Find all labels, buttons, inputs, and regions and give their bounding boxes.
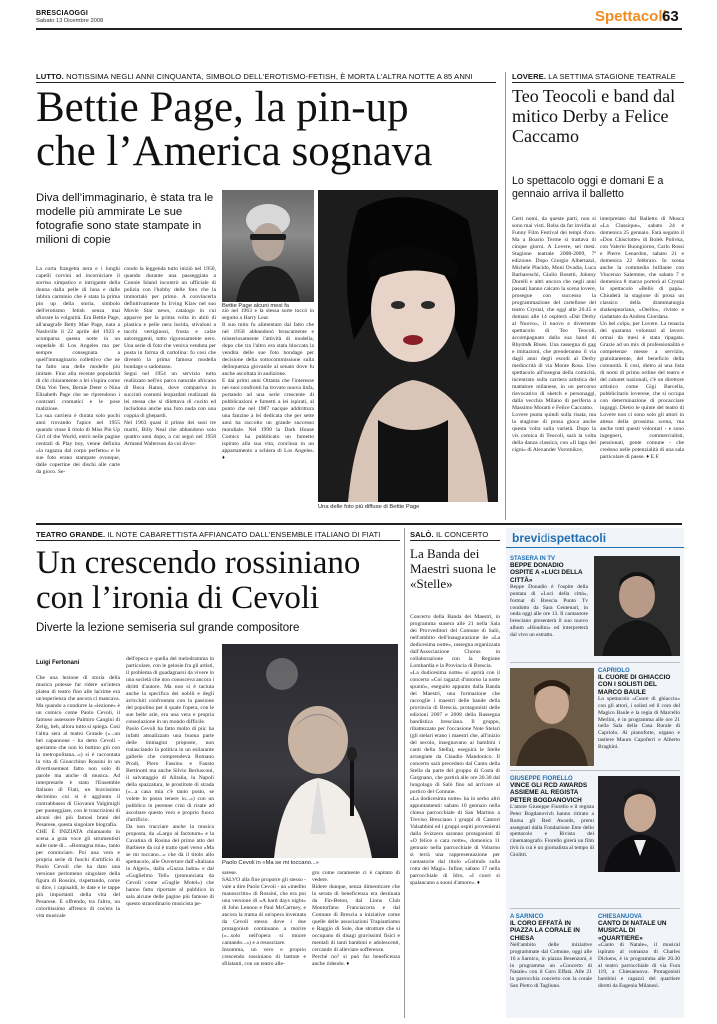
beppe-donadio-photo — [594, 556, 680, 656]
page-number: 63 — [662, 8, 679, 25]
brevi-item: CAPRIOLO IL CUORE DI GHIACCIO CON I SOLISTI DEL MARCO BAULE Lo spettacolo «Cuore di ghiaccio» con gli attori, i solisti ed il coro del Magico Baule e la regia di Marcello Merlini, è in programma alle ore 21 nella Sala della Casa Rurale di Capriolo. Al pianoforte, organo e tastiere Mauro Capoferri e Alberto Braghini. — [598, 668, 680, 750]
article2-kicker: LOVERE. LA SETTIMA STAGIONE TEATRALE — [512, 72, 676, 81]
article1-col3: ziò nel 1963 e la stessa sorte toccò in seguito a Harry Lear. Il suo mito fu alimentato dal fatto che nel 1958 abbandonò bruscamente e misteriosamente l'attività di modella, dopo che tra l'altro era stata bloccata la vendita delle sue foto bondage per decisione della sottocommissione sulla delinquenza giovanile al senato dove fu anche ascoltata in audizione. E dai primi anni Ottanta che l'interesse nei suoi confronti ha trovato nuova linfa, portando ad una serie crescente di pubblicazioni e fumetti a lei ispirati, al punto che nel 1987 nacque addirittura una fanzine a lei dedicata che per sette anni ha raccolto un grande successo mondiale. Nel 1990 la Dark House Comics ha pubblicato un fumetto ispirato alla sua vita, conclusa in un appartamento a schiera di Los Angeles. ♦ — [222, 308, 314, 461]
article3-headline-line2: con l’ironia di Cevoli — [36, 580, 320, 616]
paolo-cevoli-photo — [222, 644, 398, 858]
article3-col3: sarese. SALVO alla fine proporre gli stesso - vale a dire Paolo Cevoli - un «inedito manoscritto» di Rossini, che era poi una versione di «A hard days night» di John Lennon e Paul McCartney, e ancora la trama di un'opera inventata da Cevoli stesso dove i due protagonisti continuano a morire («...solo nell'opera si muore cantando...») e a resuscitare. Insomma, un vero e proprio crescendo rossiniano di battute e sfilatanti, con un teatro alle- — [222, 870, 306, 967]
article4-kicker-rule — [410, 540, 500, 541]
article4-kicker: SALÒ. IL CONCERTO — [410, 530, 489, 539]
article1-headline — [36, 86, 506, 174]
brevi-title: brevidispettacoli — [512, 531, 607, 545]
article3-headline-line1: Un crescendo rossiniano — [36, 545, 361, 581]
column-divider-2 — [404, 528, 405, 1018]
article1-headline-line2: che l’America sognava — [36, 128, 433, 175]
brevi-item: CHIESANUOVA CANTO DI NATALE UN MUSICAL DI «QUARTIERE» «Canto di Natale», il musical ispirato al romanzo di Charles Dickens, è in programma alle 20.30 al teatro parrocchiale di via Fura 119, a Chiesanuova. Protagonisti bambini e ragazzi del quartiere diretti da Eugenia Milanesi. — [598, 914, 680, 989]
brevi-header — [506, 530, 684, 548]
bettie-page-pinup-photo — [318, 190, 498, 502]
article4-col1: Concerto della Banda dei Maestri, in programma stasera alle 21 nella Sala dei Provveditori del Comune di Salò, nell'ambito dell'inaugurazione de «La dodicesima notte», rassegna organizzata dall'Associazione Chorus in collaborazione con la Regione Lombardia e la Provincia di Brescia. «La dodicesima notte» si aprirà con il concerto «Coi ragazzi d'intorno la notte spuntò», eseguito appunto dalla Banda dei Maestri, una formazione che raccoglie i maestri delle bande della provincia di Brescia, protagonisti delle edizioni 2007 e 2008 della Rassegna bandistica bresciana. Il gruppo, ribattezzato per l'occasione Note Stelari (gli stelari erano i maestri che, all'inizio del secolo, insegnavano ai bambini i canti della Stella), eseguirà le Stelle arrangiate da Claudio Mandonico. Il concerto sarà preceduto dal Canto della Stella da parte del gruppo di Costa di Gargnano, che partirà alle ore 20.30 dal lungolago di Salò fino ad arrivare al portico del Comune. «La dodicesima notte» ha in serbo altri appuntamenti: sabato 10 gennaio nella chiesa parrocchiale di San Martino a Treviso Bresciano i gruppi di Cantori Valsabbini ed i gruppi ospiti provenienti dalla Svizzera saranno protagonisti di «O felice o cara notte», domenica 11 gennaio nella parrocchiale di Vobarno si terrà una rappresentazione per cantastorie dal titolo «Gelindo sulla rotta dei Magi». Infine, sabato 17 nella parrocchiale di Idro, «I cuori si spalancano a suoni d'amore». ♦ — [410, 614, 500, 886]
column-divider — [505, 72, 506, 520]
article2-headline: Teo Teocoli e band dal mitico Derby a Felice Caccamo — [512, 86, 676, 146]
bettie-page-recent-photo — [222, 190, 314, 302]
giuseppe-fiorello-photo — [598, 776, 680, 872]
article1-small-photo-caption: Bettie Page alcuni mesi fa — [222, 303, 290, 309]
article3-photo-caption: Paolo Cevoli in «Ma se mi toccano...» — [222, 860, 319, 866]
article2-kicker-rule — [512, 82, 684, 83]
article1-subhead: Diva dell’immaginario, è stata tra le modelle più ammirate Le sue fotografie sono state stampate in milioni di copie — [36, 192, 214, 246]
masthead-rule — [36, 28, 682, 30]
article1-large-photo-caption: Una delle foto più diffuse di Bettie Page — [318, 504, 420, 510]
brevi-sep — [510, 662, 680, 663]
article1-kicker-rule — [36, 82, 496, 83]
article1-col2: condo la leggenda tutto iniziò nel 1950, quando durante una passeggiata a Connie Island incontrò un ufficiale di polizia con l'hobby delle foto che la immortalò per primo. A convincerla definitivamente fu Irving Klaw nel suo Movie Star news, catalogo in cui apparve per la prima volta in abiti di plastica e pelle nera lucida, stivaloni a tacchi vertiginosi, frusta e calze autoreggenti, tutto rigorosamente nero. Una serie di foto che veniva venduta per posta in forma di cartolina: fu così che diventò la prima famosa modella bondage o sadomaso. Segui nel 1954 un servizio tutto realizzato nell'ex parco naturale africano di Boca Raton, dove compariva in succinti costumi leopardati realizzati da lei stessa che si dilettava di cucito ed includono anche una foto nuda con una coppia di ghepardi. Nel 1963 quasi il primo dei suoi tre mariti, Billy Neal che abbandono solo quattro anni dopo, a cui seguì nel 1958 Armand Walterson da cui divor- — [124, 266, 216, 447]
article4-headline: La Banda dei Maestri suona le «Stelle» — [410, 546, 496, 591]
brevi-item: GIUSEPPE FIORELLO VINCE GLI RCD AWARDS ASSIEME AL REGISTA PETER BOGDANOVICH L'attore Giuseppe Fiorello e il regista Peter Bogdanovich hanno ritirato a Roma gli Red Awards, premi assegnati dalla Fondazione Ente dello spettacolo e Rivista del cinematografo. Fiorello girerà un film tivù in cui è un giornalista al tempo di Giolitti. — [510, 776, 594, 858]
article2-subhead: Lo spettacolo oggi e domani E a gennaio arriva il balletto — [512, 175, 664, 200]
article3-kicker: TEATRO GRANDE. IL NOTE CABARETTISTA AFFIANCATO DALL'ENSEMBLE ITALIANO DI FIATI — [36, 530, 381, 539]
paper-name: BRESCIAOGGI — [36, 10, 88, 17]
issue-date: Sabato 13 Dicembre 2008 — [36, 18, 104, 24]
cuore-di-ghiaccio-photo — [510, 668, 594, 766]
mid-page-rule — [36, 523, 682, 525]
article2-col1: Certi nomi, da queste parti, non si sono mai visti. Roba da far invidia al Funny Film Festival dei tempi d'oro. Ma a Boario Terme si trattava di cinque giorni. A Lovere, sei mesi. Stagione teatrale 2008-2009, 7ª edizione. Dopo Giorgio Albertazzi, Michele Placido, Moni Ovadia, Luca Barbareschi, Giulio Bosetti, Johnny Dorelli e altri ancora che negli anni passati hanno calcato la scena lovere, prosegue con successo la programmazione del cartellone del teatro Crystal, che oggi alle 20.45 e domani alle 14 ospiterà «Dal Derby al Nuovo», il nuovo e divertente spettacolo di Teo Teocoli, accompagnato dalla sua band di Rhytm& Blues. Una rassegna di gag e imitazioni, che prenderanno il via dagli anni degli esordi al Derby mediocrità di via Monte Rosa. Uno spettacolo all'insegna della comicità, incentrato sulla carriera artistica del mattatore milanese, in un percorso rievocativo di sketch e personaggi, dalla vecchia Milano di periferia a Massimo Moratti e Felice Caccamo. Lovere punta quindi sulla risata, ma la stagione di prosa gioca anche questa volta sulla varietà. Dopo la vis comica di Teocoli, sarà la volta della danza classica, con «Il lago dei cigni» di Alexander Vorotnikov, — [512, 216, 596, 453]
article3-subhead: Diverte la lezione semiseria sul grande compositore — [36, 622, 300, 634]
article1-col1: La corta frangetta nera e i lunghi capelli corvini ad incorniciare il sorriso simpatico e intrigante della donna dalla pelle di luna e dalle labbra carminio che è stata la prima pin up della storia, simbolo dell'erotismo fetish senza mai sfiorare la volgarità. Era Bettie Page, all'anagrafe Betty Mae Page, nata a Nashville il 22 aprile del 1923 e scomparsa questa notte in un ospedale di Los Angeles ma per sempre consegnata a quell'immaginario collettivo che ne ha fatto una delle modelle più imitate. Fino alla recente popolarità di chi chiaramente a lei s'ispira come Dita Von Tees, Bernie Deter o Nina Elisabeth Page che ne riprendono i contrasti cromatici e le pose maliziose. La sua carriera è durata solo pochi anni trovando l'apice nel 1955 quando vinse il titolo di Miss Pin Up Girl of the World, entrò nelle pagine centrali di Play boy, venne definita «la ragazza dal corpo perfetto» e le sue foto erano stampate ovunque, dalle copertine dei dischi alle carte da gioco. Se- — [36, 266, 120, 475]
article1-headline-line1: Bettie Page, la pin-up — [36, 84, 409, 131]
brevi-sep — [510, 770, 680, 771]
section-name: Spettacoli — [595, 8, 667, 25]
article2-col2: interpretato dal Balletto di Mosca «La Classique», sabato 24 e domenica 25 gennaio. Farà seguito il «Don Chisciotte» di Bolek Polivka, con Valerio Buongiorno, Carlo Rossi e Pierre Lenardon, sabato 21 e domenica 22 febbraio. In scena anche la commedia brillante con Vincenzo Salemme, che sabato 7 e domenica 8 marzo porterà al Crystal lo spettacolo «Bello di papà». Chiuderà la stagione di prosa un classico della drammaturgia shakespeariana, «Otello», rivisto e riadattato da Andrea Giordana. Un bel colpo, per Lovere. La tenacia dei quaranta volontari al lavoro ormai da mesi è stata ripagata. Grazie ad un mix di professionalità e competenze messe a servizio, gratuitamente, del beneficio della comunità. E così, dietro al una lista di nomi di primo ordine del teatro e del cabaret nazionali, c'è un direttore artistico come Gigi Barcella, pubblicitario loverese, che si occupa con determinazione di procacciare ingaggi. Dietro le quinte del teatro di Lovere non ci sono solo gli attori in attesa della prossima scena, ma anche tutti questi volontari - e sono ingegneri, commercialisti, pensionati, gente comune - che credono nelle potenzialità di una sala particolare di paese. ♦ E.F. — [600, 216, 684, 460]
article3-headline — [36, 546, 406, 616]
article1-kicker: LUTTO. NOTISSIMA NEGLI ANNI CINQUANTA, SIMBOLO DELL'EROTISMO-FETISH, È MORTA L'ALTRA NOTTE A 85 ANNI — [36, 72, 473, 81]
brevi-item: A SARNICO IL CORO EFFATÀ IN PIAZZA LA CORALE IN CHIESA Nell'ambito delle iniziative programmate dal Comune, oggi alle 16 a Sarnico, in piazza Besenzoni, è in programma un «Concerto di Natale» con il Coro Effatà. Alle 21 in parrocchia concerto con la corale San Pietro di Tagliuno. — [510, 914, 592, 989]
article3-col4: gro come raramente ci è capitato di vedere. Ridere dunque, senza dimenticare che la serata di beneficenza era destinata da Fin-Beton, dal Lions Club Montorfano Franciacorta e dal Comune di Brescia a iniziative come quelle delle associazioni Trapiantiamo e Raggio di Sole, due strutture che si occupano di disagi gravissimi fisici e mentali di tanti bambini e adolescenti, cercando di alleviare sofferenze. Perché no? si può far beneficenza anche ridendo. ♦ — [312, 870, 400, 967]
article3-col2: dell'epoca e quella del melodramma in particolare, con le gelosie fra gli artisti, il problema di guadagnarsi da vivere in una società che non conosceva ancora i diritti d'autore. Ma non si è taciuta anche la specifica dei nobili e degli arricchiti confrontata con la passione del popolino per il quale l'opera, con le sue belle arie, era una vera e propria consolazione in un mondo difficile. Paolo Cevoli ha fatto molto di più: ha infatti attualizzato una buona parte delle immagini proposte, non tralasciando la politica in un esilarante gallerie che comprendeva Romano Prodi, Piero Fassino e Fausto Bertinotti ma anche Silvio Berlusconi, il salvataggio di Alitalia, la Napoli della spazzatura, le prostitute di strada («...a casa mia c'è tanto posto, se volete lo posso tenere io...») con un pubblico in perenne crisi di risate ad ascoltare questo vero e proprio fuoco d'artificio. Da non tracciare anche la musica proposta, da «Largo al factotum» e la Cavatina di Rosina del primo atto del Barbiere da cui è tratto quel verso «Ma se mi toccano...» che dà il titolo allo spettacolo, alle Ouverture dall'«Italiana in Algeri», dalla «Gazza ladra» e dal «Guglielmo Tell» (pronunciata da Cevoli come «Guglie Motel») che hanno fatto riportare al pubblico in sala alcune delle pagine più famose di questo straordinario musicista pe- — [126, 656, 214, 907]
article3-byline: Luigi Fertonani — [36, 660, 80, 666]
brevi-item: STASERA IN TV BEPPE DONADIO OSPITE A «LUCI DELLA CITTÀ» Beppe Donadio è l'ospite della puntata di «Luci della città», format di Brescia Punto Tv condotto da Sara Centenari, in onda oggi alle ore 13. Il cantautore bresciano presenterà il suo nuovo album «Houdini» ed interpreterà dal vivo un estratto. — [510, 556, 588, 638]
article3-kicker-rule — [36, 540, 400, 541]
article3-col1: Che una lezione di storia della musica potesse far ridere un'intera platea di teatro fino alle lacrime era un'esperienza che ancora ci mancava. Ma quando a condurre la «lezione» è un comico come Paolo Cevoli, il famoso assessore Palmiro Cangini di Zelig, beh, allora tutto si spiega. Così l'altra sera al teatro Grande («...un bel capannone - ha detto Cevoli - speriamo che non lo buttino giù con la metropolitana...») si è raccontata la vita di Gioacchino Rossini in un divertissement fatto non solo di parole ma anche di musica. Ad interpretarle è stato l'Ensemble Italiano di Fiati, un bravissimo decimino cui si è aggiunto il contrabbasso di Giovanni Valgimigli per punteggiare, con le trascrizioni di alcuni dei più famosi brani del Pesarese, questa singolare biografia. CHE È INIZIATA chiamando in scena a gran voce gli strumentisti sulle note di... «Romagna mia», tanto per cominciare. Poi una vera e propria serie di fuochi d'artificio di Paolo Cevoli che ha dato una versione perlomeno singolare della figura di Rossini, rispettando, come si dice, i capisaldi, le date e le tappe più importanti della vita del Pesarese. E offrendo, tra l'altro, un coloritissimo affresco di cos'era la vita musicale — [36, 675, 120, 919]
brevi-sep — [510, 908, 680, 909]
